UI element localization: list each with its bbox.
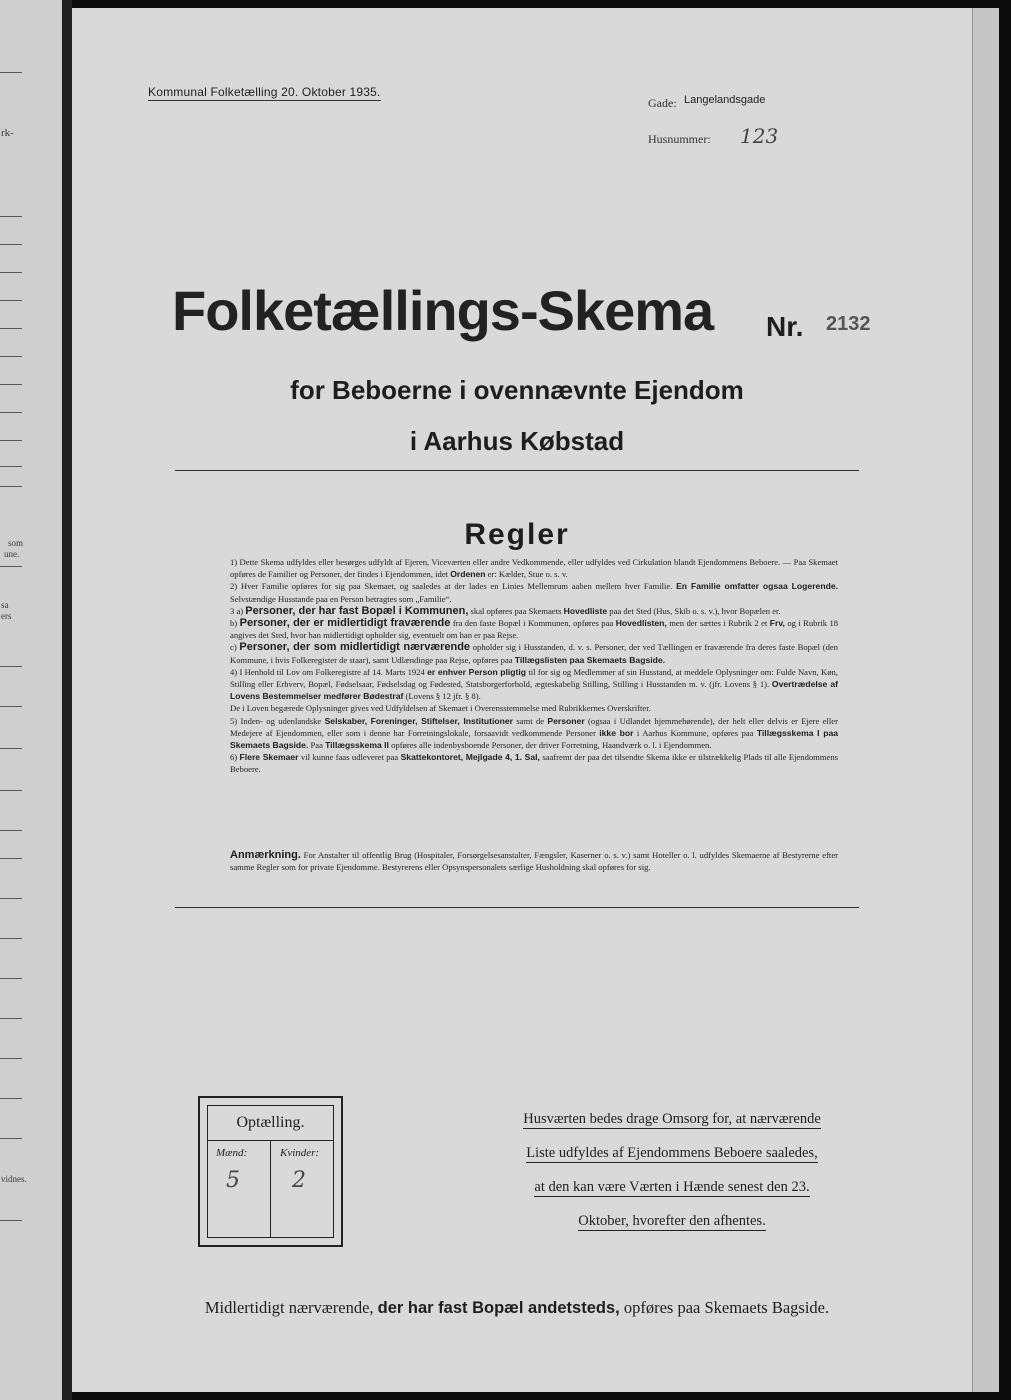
- rule-3a: 3 a) Personer, der har fast Bopæl i Kommunen, skal opføres paa Skemaets Hovedliste paa det Sted (Hus, Skib o. s. v.), hvor Bopælen er.: [230, 604, 781, 617]
- rule-5: 5) Inden- og udenlandske Selskaber, Foreninger, Stiftelser, Institutioner samt de Personer (ogsaa i Udlandet hjemmehørende), der helt eller delvis er Ejere eller Medejere af Ejendommen, eller som i denne har Forretningslokale, forsaavidt vedkommende Personer ikke bor i Aarhus Kommune, opføres paa Tillægsskema I paa Skemaets Bagside. Paa Tillægsskema II opføres alle indenbysboende Personer, der driver Forretning, Haandværk o. l. i Ejendommen.: [230, 715, 839, 751]
- notice-line: Liste udfyldes af Ejendommens Beboere saaledes,: [526, 1145, 818, 1161]
- women-count: 2: [292, 1168, 306, 1193]
- rule-1: 1) Dette Skema udfyldes eller besørges udfyldt af Ejeren, Viceværten eller andre Vedkommende, eller udfyldes ved Cirkulation blandt Ejendommens Beboere. — Paa Skemaet opføres de Familier og Personer, der findes i Ejendommen, idet Ordenen er: Kælder, Stue o. s. v.: [230, 557, 838, 580]
- rule-3c: c) Personer, der som midlertidigt nærværende opholder sig i Husstanden, d. v. s. Personer, der ved Tællingen er fraværende fra deres faste Bopæl (den Kommune, i hvis Folkeregister de staar), samt Udlændinge paa Rejse, opføres paa Tillægslisten paa Skemaets Bagside.: [230, 641, 838, 665]
- divider-bottom: [175, 907, 859, 908]
- fragment-text: vidnes.: [1, 1174, 27, 1184]
- rules-text: [230, 556, 838, 776]
- page-edge: [972, 8, 999, 1392]
- notice-line: at den kan være Værten i Hænde senest den 23.: [534, 1179, 810, 1195]
- form-title: Folketællings-Skema: [172, 279, 714, 342]
- subtitle-line-2: i Aarhus Købstad: [409, 426, 625, 456]
- rules-heading: Regler: [464, 518, 570, 551]
- footer-note: Midlertidigt nærværende, der har fast Bopæl andetsteds, opføres paa Skemaets Bagside.: [204, 1298, 830, 1317]
- house-number-label: Husnummer:: [648, 132, 711, 146]
- count-title: Optælling.: [236, 1114, 305, 1131]
- street-label: Gade:: [648, 96, 677, 110]
- rule-4: 4) I Henhold til Lov om Folkeregistre af 14. Marts 1924 er enhver Person pligtig til for sig og Medlemmer af sin Husstand, at meddele Oplysninger om: Fulde Navn, Køn, Stilling eller Erhverv, Bopæl, Fødselsaar, Fødselsdag og Fødested, Statsborgerforhold, ægteskabelig Stilling, Stilling i Husstanden m. v. (jfr. Lovens § 1). Overtrædelse af Lovens Bestemmelser medfører Bødestraf (Lovens § 12 jfr. § 8).: [230, 666, 838, 702]
- form-number-value: 2132: [826, 313, 871, 335]
- census-title: Kommunal Folketælling 20. Oktober 1935.: [148, 85, 381, 99]
- rule-6: 6) Flere Skemaer vil kunne faas udleveret paa Skattekontoret, Mejlgade 4, 1. Sal, saafremt der paa det tilsendte Skema ikke er tilstrækkelig Plads til alle Ejendommens Beboere.: [230, 752, 838, 775]
- rule-2: 2) Hver Familie opføres for sig paa Skemaet, og saaledes at der lades en Linies Mellemrum aaben mellem hver Familie. En Familie omfatter ogsaa Logerende. Selvstændige Husstande paa en Person betragtes som „Familie“.: [230, 581, 838, 604]
- notice-line: Oktober, hvorefter den afhentes.: [578, 1213, 766, 1229]
- note-paragraph: [230, 849, 838, 873]
- men-count: 5: [226, 1168, 240, 1193]
- landlord-notice: [492, 1102, 852, 1238]
- note-lead: Anmærkning.: [230, 849, 301, 861]
- subtitle-line-1: for Beboerne i ovennævnte Ejendom: [290, 375, 744, 405]
- women-label: Kvinder:: [280, 1147, 320, 1159]
- fragment-text: som: [8, 538, 24, 548]
- notice-line: Husværten bedes drage Omsorg for, at nærværende: [523, 1111, 821, 1127]
- fragment-text: sa: [1, 600, 9, 610]
- count-box: [198, 1096, 343, 1247]
- house-number-value: 123: [740, 124, 779, 148]
- form-number-label: Nr.: [766, 311, 804, 342]
- divider-top: [175, 470, 859, 471]
- fragment-text: rk-: [1, 127, 14, 139]
- census-form-page: [72, 8, 972, 1392]
- binding-gutter: [62, 0, 72, 1400]
- rule-4-extra: De i Loven begærede Oplysninger gives ved Udfyldelsen af Skemaet i Overensstemmelse med Rubrikkernes Overskrifter.: [230, 703, 651, 714]
- men-label: Mænd:: [216, 1147, 248, 1159]
- adjacent-page-strip: [0, 0, 62, 1400]
- note-text: For Anstalter til offentlig Brug (Hospitaler, Forsørgelsesanstalter, Fængsler, Kaserner o. s. v.) samt Hoteller o. l. udfyldes Skemaerne af Bestyrerne efter samme Regler som for private Ejendomme. Bestyrerens eller Opsynspersonalets særlige Husholdning skal opføres for sig.: [230, 850, 838, 873]
- rule-3b: b) Personer, der er midlertidigt fraværende fra den faste Bopæl i Kommunen, opføres paa Hovedlisten, men der sættes i Rubrik 2 et Frv, og i Rubrik 18 angives det Sted, hvor han midlertidigt opholder sig, eventuelt om han er paa Rejse.: [230, 617, 839, 641]
- fragment-text: ers: [1, 611, 12, 621]
- fragment-text: une.: [4, 549, 20, 559]
- street-value: Langelandsgade: [684, 94, 766, 106]
